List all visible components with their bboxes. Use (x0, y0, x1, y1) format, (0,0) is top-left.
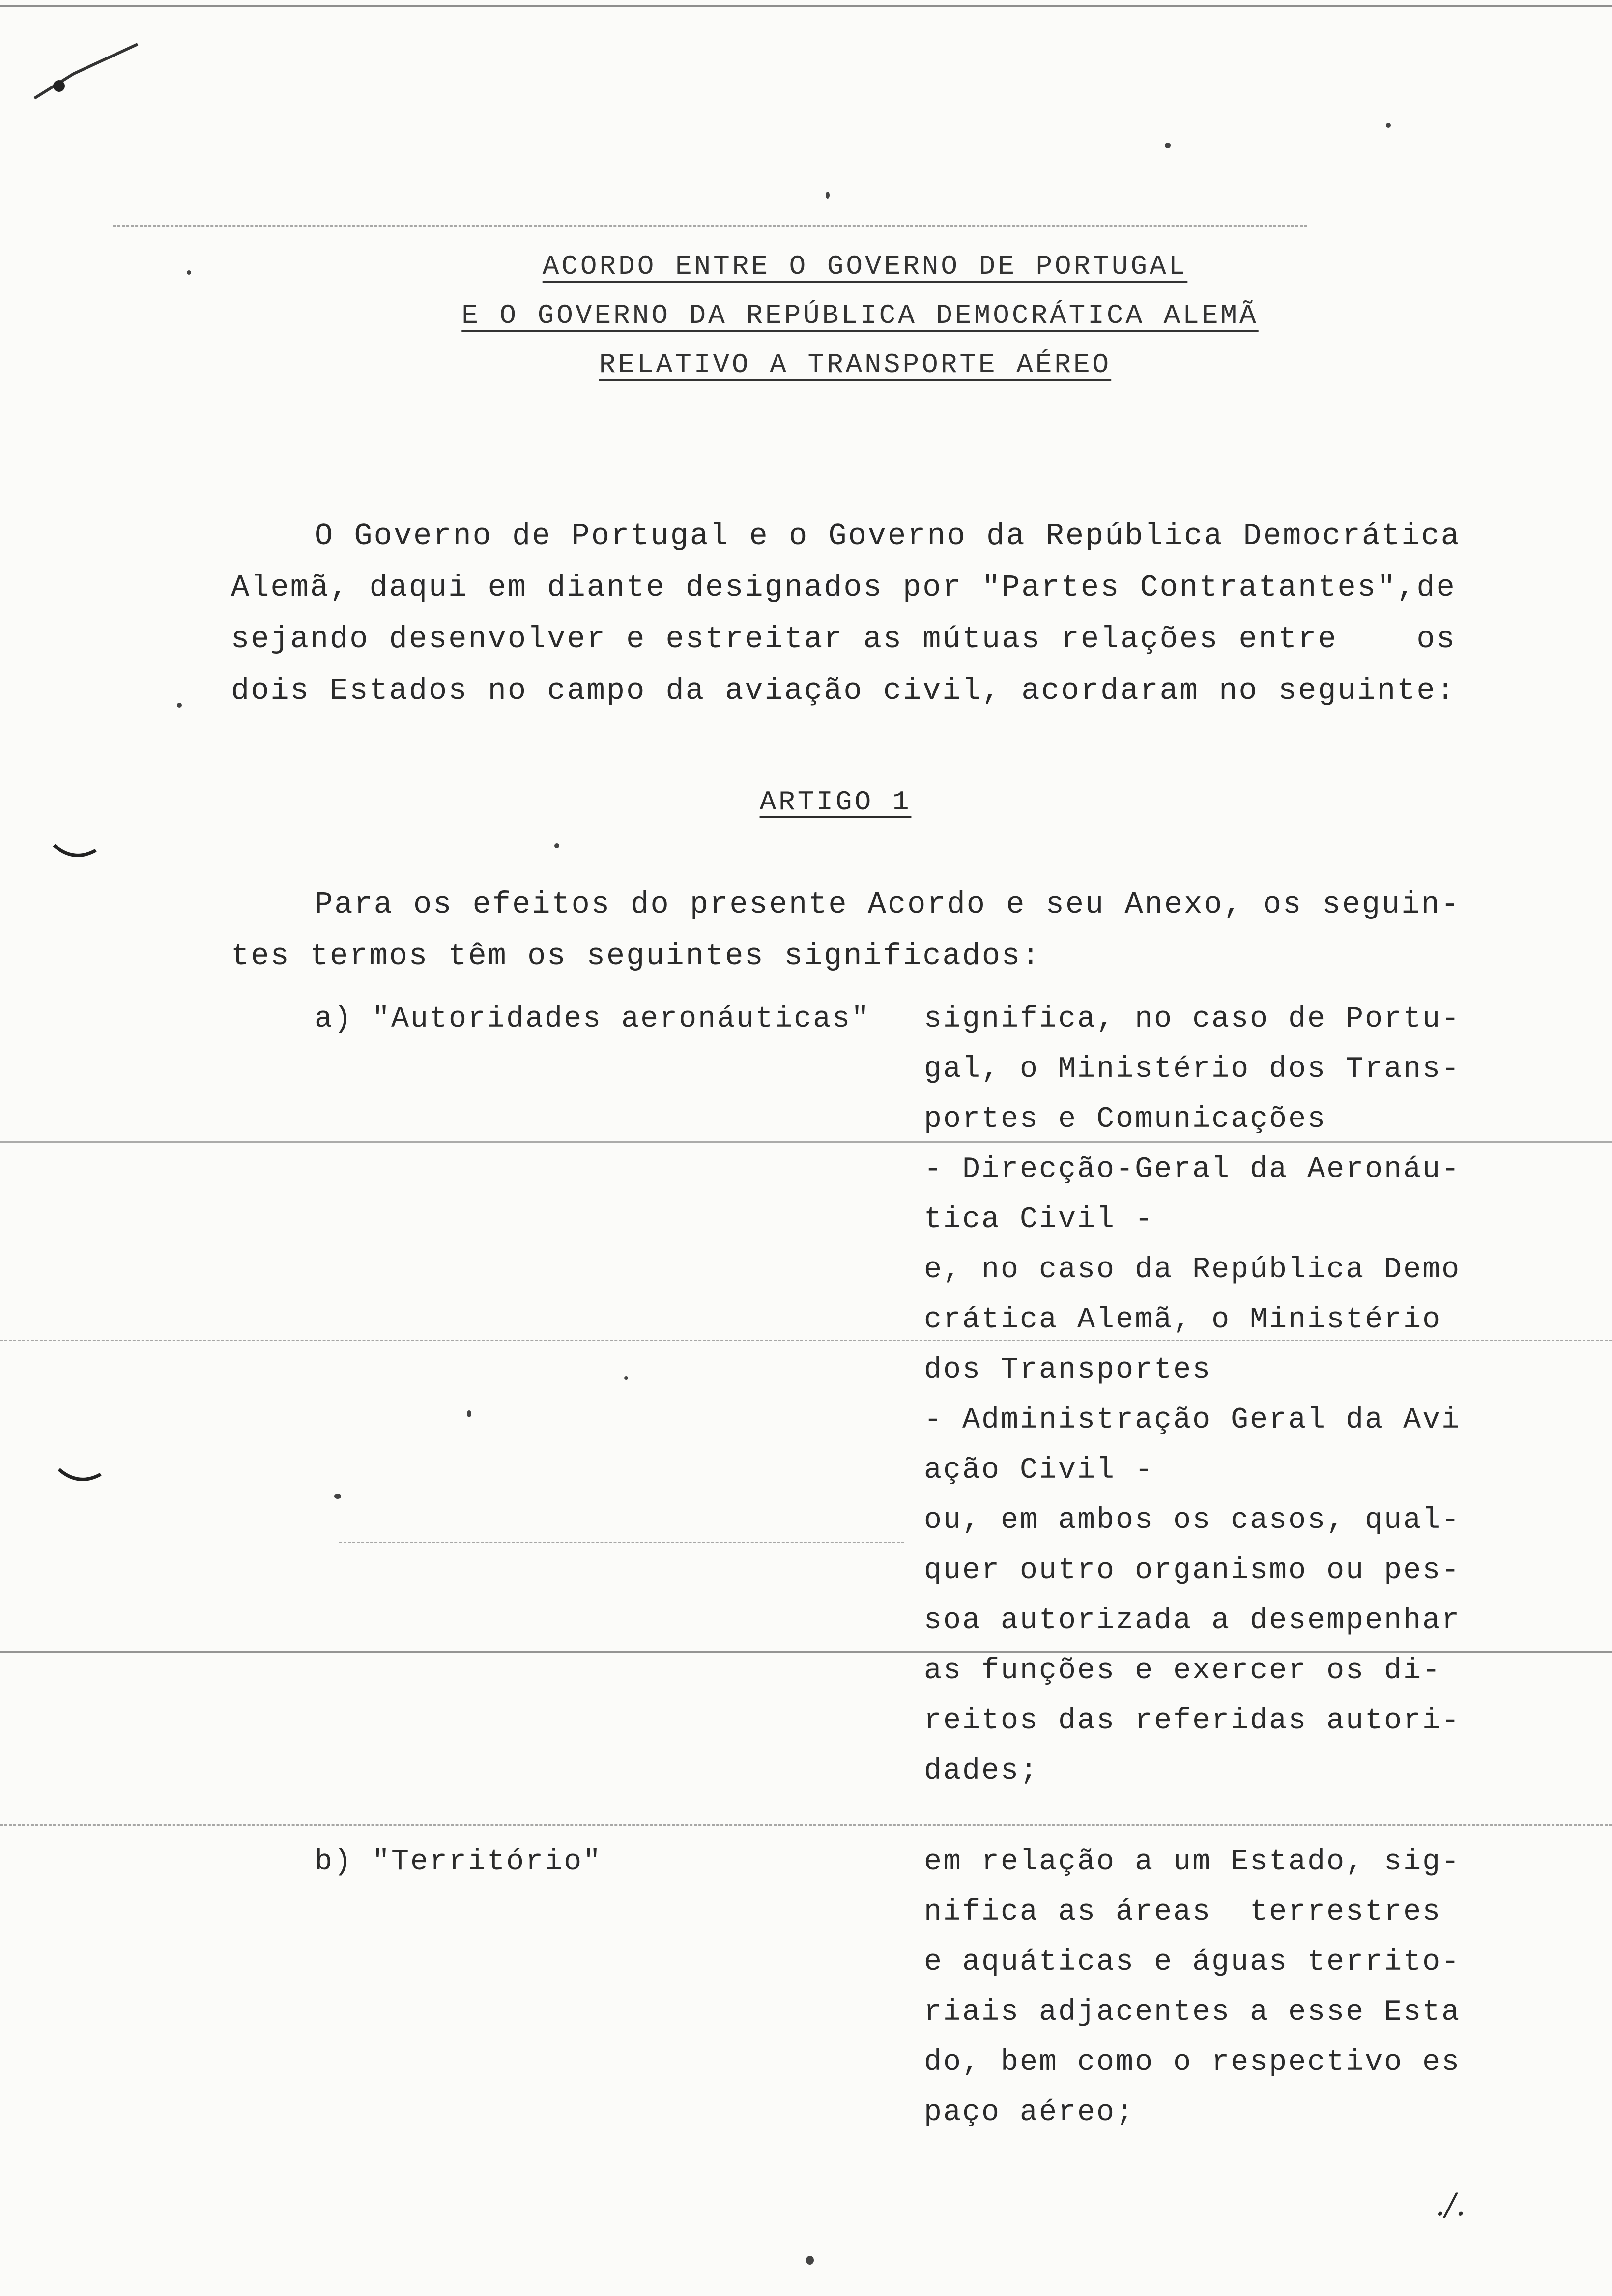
definition-a-line: ou, em ambos os casos, qual- (924, 1504, 1461, 1537)
definition-a-line: as funções e exercer os di- (924, 1654, 1442, 1688)
definition-a-line: reitos das referidas autori- (924, 1704, 1461, 1738)
preamble-line-2: Alemã, daqui em diante designados por "Partes Contratantes",de (231, 570, 1456, 605)
scan-line-1 (0, 1141, 1612, 1143)
definition-a-line: dos Transportes (924, 1353, 1212, 1387)
article-intro-line-2: tes termos têm os seguintes significados: (231, 939, 1041, 974)
speck (826, 192, 830, 199)
preamble-line-1: O Governo de Portugal e o Governo da República Democrática (315, 518, 1461, 553)
scan-line-2 (0, 1340, 1612, 1341)
definition-b-line: e aquáticas e águas territo- (924, 1946, 1461, 1979)
page-continuation-mark: ./. (1435, 2187, 1466, 2223)
speck (177, 703, 182, 708)
speck (806, 2256, 814, 2265)
speck (624, 1376, 628, 1380)
definition-term-a: a) "Autoridades aeronáuticas" (315, 1003, 871, 1036)
article-intro-line-1: Para os efeitos do presente Acordo e seu Anexo, os seguin- (315, 887, 1461, 922)
definition-a-line: e, no caso da República Demo (924, 1253, 1461, 1287)
corner-scratch-mark (29, 25, 143, 103)
preamble-line-3: sejando desenvolver e estreitar as mútuas relações entre os (231, 622, 1456, 657)
definition-a-line: dades; (924, 1754, 1039, 1788)
preamble-line-4: dois Estados no campo da aviação civil, acordaram no seguinte: (231, 673, 1456, 708)
scan-line-top (0, 5, 1612, 7)
definition-b-line: riais adjacentes a esse Esta (924, 1996, 1461, 2029)
scan-line-4 (0, 1824, 1612, 1826)
margin-bracket-mark-1 (49, 835, 103, 865)
definition-b-line: nifica as áreas terrestres (924, 1895, 1442, 1929)
scan-line-header (113, 225, 1307, 227)
speck (554, 843, 559, 848)
definition-a-line: tica Civil - (924, 1203, 1154, 1236)
definition-a-line: significa, no caso de Portu- (924, 1003, 1461, 1036)
title-line-3: RELATIVO A TRANSPORTE AÉREO (599, 349, 1112, 380)
speck (1165, 143, 1171, 148)
definition-a-line: - Direcção-Geral da Aeronáu- (924, 1153, 1461, 1186)
speck (1386, 123, 1391, 128)
definition-a-line: quer outro organismo ou pes- (924, 1554, 1461, 1587)
definition-a-line: - Administração Geral da Avi (924, 1404, 1461, 1437)
title-line-1: ACORDO ENTRE O GOVERNO DE PORTUGAL (542, 251, 1188, 282)
definition-a-line: gal, o Ministério dos Trans- (924, 1053, 1461, 1086)
definition-a-line: crática Alemã, o Ministério (924, 1303, 1442, 1337)
speck (334, 1494, 341, 1499)
margin-bracket-mark-2 (54, 1460, 108, 1489)
scan-line-3 (0, 1651, 1612, 1653)
definition-term-b: b) "Território" (315, 1845, 603, 1879)
definition-a-line: portes e Comunicações (924, 1103, 1327, 1136)
article-heading: ARTIGO 1 (759, 786, 912, 818)
speck (467, 1410, 471, 1417)
definition-b-line: em relação a um Estado, sig- (924, 1845, 1461, 1879)
definition-b-line: paço aéreo; (924, 2096, 1135, 2129)
scan-line-5 (339, 1542, 904, 1543)
definition-a-line: ação Civil - (924, 1454, 1154, 1487)
definition-b-line: do, bem como o respectivo es (924, 2046, 1461, 2079)
definition-a-line: soa autorizada a desempenhar (924, 1604, 1461, 1637)
title-line-2: E O GOVERNO DA REPÚBLICA DEMOCRÁTICA ALEMÃ (461, 300, 1259, 331)
